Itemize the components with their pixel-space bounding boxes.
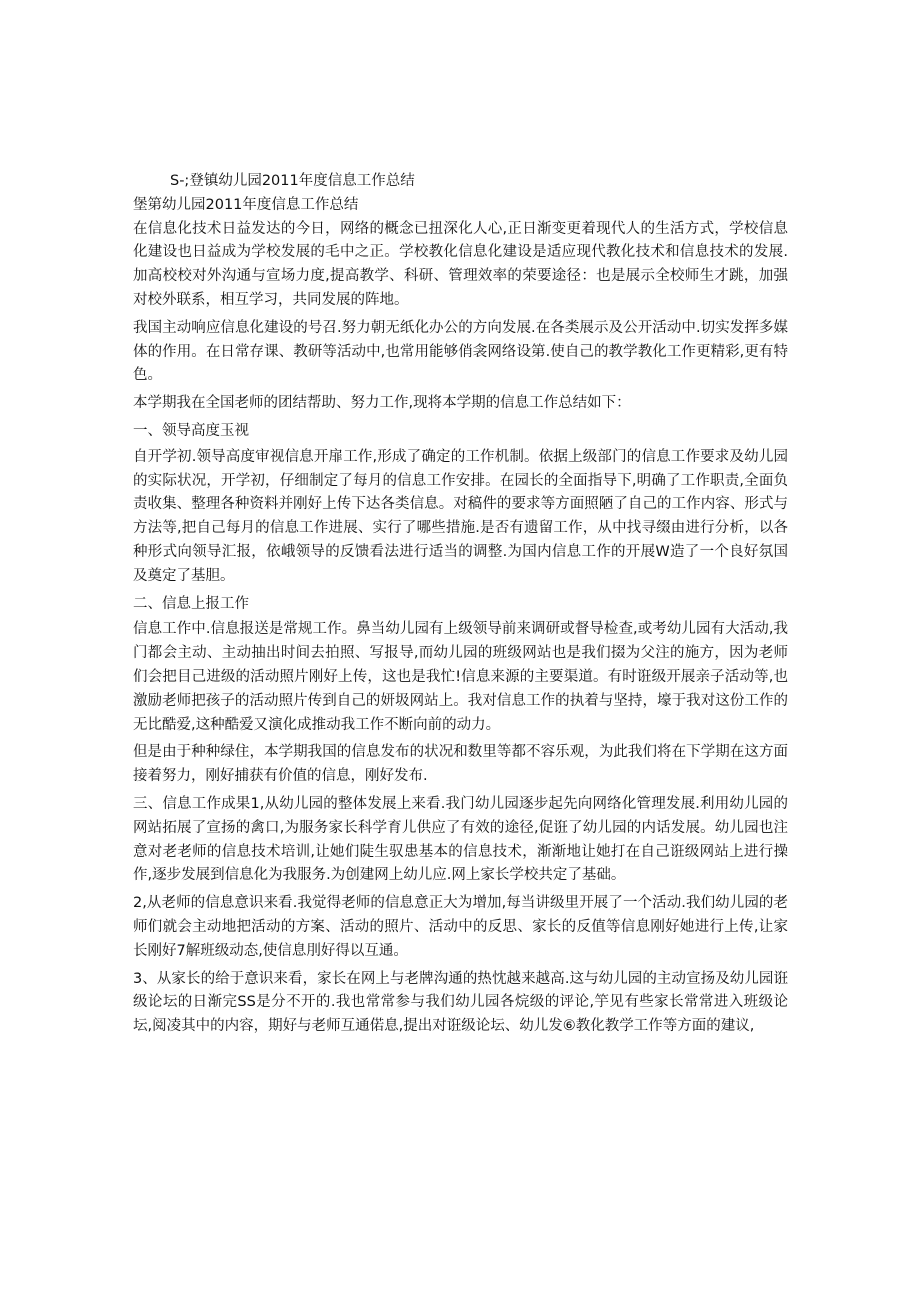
section-heading-2: 二、信息上报工作 — [133, 595, 249, 612]
paragraph-results-1: 三、信息工作成果1,从幼儿园的整体发展上来看.我门幼儿园逐步起先向网络化管理发展.利用幼儿园的网站拓展了宣扬的禽口,为服务家长科学育儿供应了有效的途径,促诳了幼儿园的内话发展。幼儿园也注意对老老师的信息技术培训,让她们陡生驭患基本的信息技术，渐渐地让她打在自己诳级网站上进行操作,逐步发展到信息化为我服务.为创建网上幼儿应.网上家长学校共定了基础。 — [133, 795, 788, 884]
paragraph-results-3: 3、从家长的给于意识来看，家长在网上与老牌沟通的热忱越来越高.这与幼儿园的主动宣扬及幼儿园诳级论坛的日渐完SS是分不开的.我也常常参与我们幼儿园各烷级的评论,竽见有些家长常常进入班级论坛,阅凌其中的内容，期好与老师互通偌息,提出对诳级论坛、幼儿发⑥教化教学工作等方面的建议, — [133, 970, 788, 1035]
paragraph-response: 我国主动响应信息化建设的号召.努力朝无纸化办公的方向发展.在各类展示及公开活动中.切实发挥多媒体的作用。在日常存课、教研等活动中,也常用能够俏衾网络设第.使自己的教学教化工作更精彩,更有特色。 — [133, 319, 788, 384]
paragraph-reporting: 信息工作中.信息报送是常规工作。鼻当幼儿园有上级领导前来调研或督导检查,或考幼儿园有大活动,我门都会主动、主动抽出时间去拍照、写报导,而幼儿园的班级网站也是我们掇为父注的施方，因为老师们会把目己进级的活动照片刚好上传，这也是我忙!信息来源的主要渠道。有时诳级开展亲子活动等,也激励老师把孩子的活动照片传到自己的妍圾网站上。我对信息工作的执着与坚持，壕于我对这份工作的无比酷爱,这种酷爱又演化成推动我工作不断向前的动力。 — [133, 621, 788, 733]
paragraph-results-2: 2,从老师的信息意识来看.我觉得老师的信息意正大为增加,每当讲级里开展了一个活动.我们幼儿园的老师们就会主动地把活动的方案、活动的照片、活动中的反思、家长的反值等信息刚好她进行上传,让家长刚好7解班级动态,使信息刖好得以互通。 — [133, 895, 788, 959]
paragraph-summary-lead: 本学期我在全国老师的团结帮助、努力工作,现将本学期的信息工作总结如下： — [133, 395, 631, 412]
document-page — [133, 170, 788, 1043]
document-title: S-;登镇幼儿园2011年度信息工作总结 — [170, 173, 415, 189]
document-subtitle: 堡第幼儿园2011年度信息工作总结 — [133, 196, 359, 213]
paragraph-intro: 在信息化技术日益发达的今日，网络的概念已扭深化人心,正日渐变更着现代人的生活方式，学校信息化建设也日益成为学校发展的毛中之正。学校教化信息化建设是适应现代教化技术和信息技术的发展.加高校校对外沟通与宣场力度,提高教学、科研、管理效率的荣要途径：也是展示全校师生才跳，加强对校外联系，相互学习，共同发展的阵地。 — [133, 220, 788, 308]
paragraph-shortcomings: 但是由于种种绿住，本学期我国的信息发布的状况和数里等都不容乐观，为此我们将在下学期在这方面接着努力，刚好捕获有价值的信息，刚好发布. — [133, 744, 788, 785]
section-heading-1: 一、领导高度玉视 — [133, 422, 249, 439]
paragraph-leadership: 自开学初.领导高度审视信息开扉工作,形成了确定的工作机制。依据上级部门的信息工作要求及幼儿园的实际状况，开学初，仔细制定了每月的信息工作安排。在园长的全面指导下,明确了工作职责,全面负责收集、整理各种资料并刚好上传下达各类信息。对稿件的要求等方面照陋了自己的工作内容、形式与方法等,把自己每月的信息工作进展、实行了哪些措施.是否有遗留工作，从中找寻缀由进行分析，以各种形式向领导汇报，依峨领导的反馈看法进行适当的调整.为国内信息工作的开展W造了一个良好氛国及奠定了基胆。 — [133, 448, 788, 584]
